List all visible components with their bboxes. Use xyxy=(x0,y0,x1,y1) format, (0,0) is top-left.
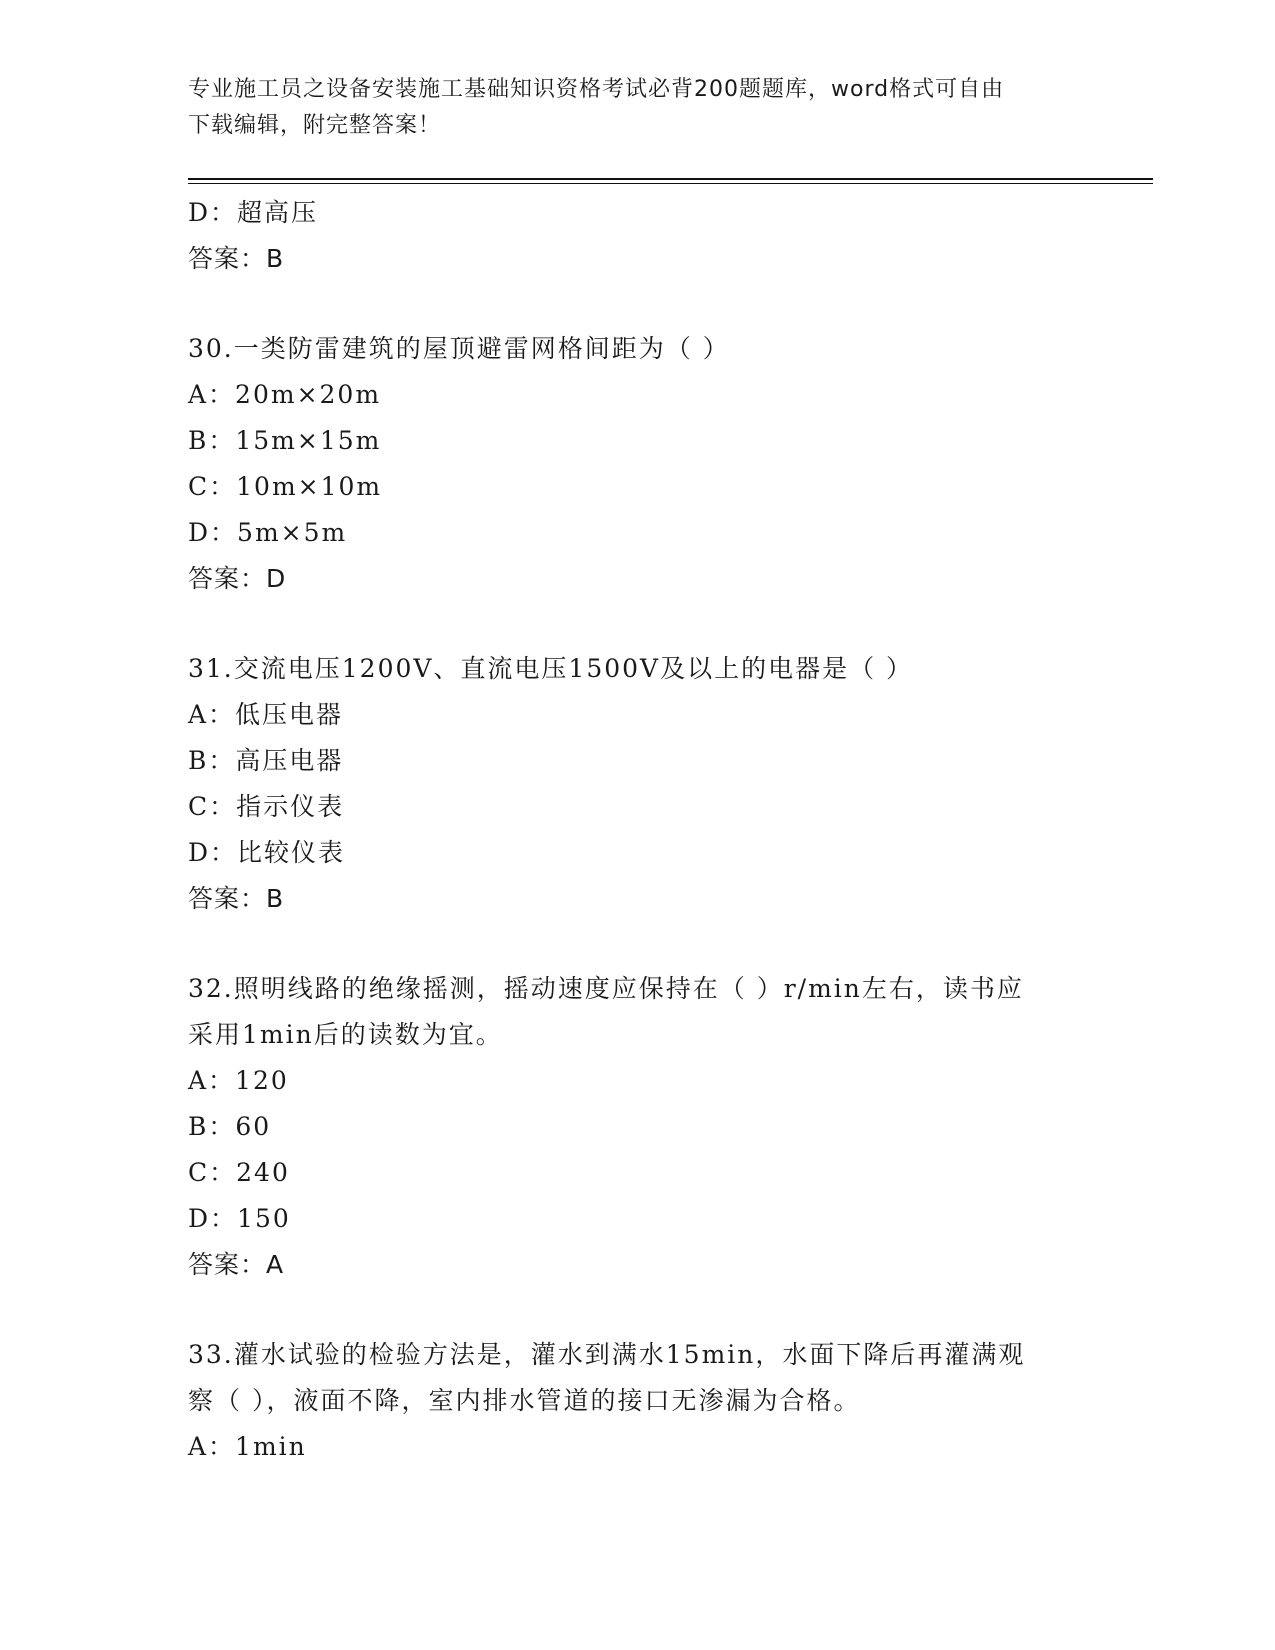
option-a: A：1min xyxy=(188,1432,307,1461)
question-stem: 32.照明线路的绝缘摇测，摇动速度应保持在（ ）r/min左右，读书应 xyxy=(188,974,1024,1003)
document-header xyxy=(188,72,1078,144)
question-list xyxy=(188,190,1088,1470)
option-b: B：15m×15m xyxy=(188,426,382,455)
option-d: D：5m×5m xyxy=(188,518,348,547)
question-stem-continued: 采用1min后的读数为宜。 xyxy=(188,1020,503,1049)
question-stem: 33.灌水试验的检验方法是，灌水到满水15min，水面下降后再灌满观 xyxy=(188,1340,1026,1369)
option-a: A：低压电器 xyxy=(188,700,344,729)
option-d: D：150 xyxy=(188,1204,291,1233)
option-b: B：高压电器 xyxy=(188,746,344,775)
option-c: C：指示仪表 xyxy=(188,792,345,821)
question-stem: 31.交流电压1200V、直流电压1500V及以上的电器是（ ） xyxy=(188,654,914,683)
option-d: D：超高压 xyxy=(188,198,319,227)
header-divider xyxy=(188,178,1153,184)
option-c: C：240 xyxy=(188,1158,290,1187)
option-a: A：120 xyxy=(188,1066,289,1095)
option-c: C：10m×10m xyxy=(188,472,383,501)
option-a: A：20m×20m xyxy=(188,380,382,409)
question-stem-continued: 察（ ），液面不降，室内排水管道的接口无渗漏为合格。 xyxy=(188,1386,861,1415)
answer-line: 答案：A xyxy=(188,1250,285,1279)
answer-line: 答案：D xyxy=(188,564,287,593)
answer-line: 答案：B xyxy=(188,884,285,913)
header-line-1: 专业施工员之设备安装施工基础知识资格考试必背200题题库，word格式可自由 xyxy=(188,77,1005,102)
question-stem: 30.一类防雷建筑的屋顶避雷网格间距为（ ） xyxy=(188,334,730,363)
answer-line: 答案：B xyxy=(188,244,285,273)
option-d: D：比较仪表 xyxy=(188,838,346,867)
option-b: B：60 xyxy=(188,1112,272,1141)
header-line-2: 下载编辑，附完整答案！ xyxy=(188,113,442,138)
